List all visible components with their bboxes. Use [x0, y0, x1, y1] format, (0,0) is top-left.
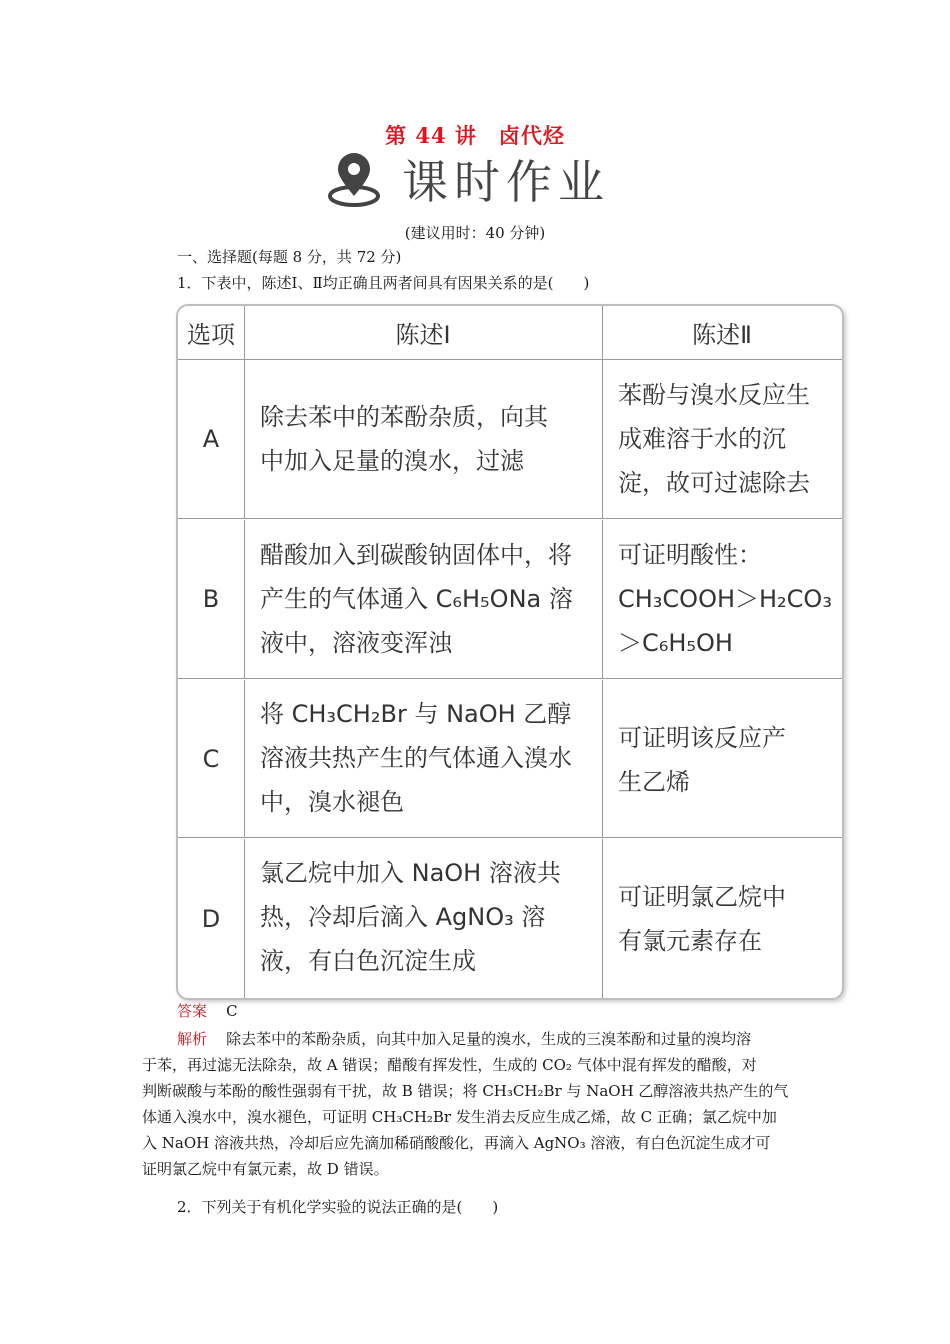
text-line: 产生的气体通入 C₆H₅ONa 溶	[260, 585, 573, 613]
text-line: 中，溴水褪色	[260, 788, 404, 816]
option-label: D	[178, 839, 245, 998]
text-line: 溶液共热产生的气体通入溴水	[260, 744, 572, 772]
text-line: 成难溶于水的沉	[618, 425, 786, 453]
question-1: 1．下表中，陈述Ⅰ、Ⅱ均正确且两者间具有因果关系的是( )	[177, 274, 590, 292]
analysis-line: 体通入溴水中，溴水褪色，可证明 CH₃CH₂Br 发生消去反应生成乙烯，故 C 正确；氯乙烷中加	[142, 1108, 777, 1126]
table-row	[178, 520, 842, 679]
text-line: 氯乙烷中加入 NaOH 溶液共	[260, 859, 561, 887]
analysis-line: 证明氯乙烷中有氯元素，故 D 错误。	[142, 1160, 389, 1178]
location-pin-icon	[326, 152, 382, 208]
header-statement-2: 陈述Ⅱ	[692, 321, 752, 349]
table-row	[178, 360, 842, 519]
statement-2-cell	[602, 680, 842, 837]
analysis-line: 入 NaOH 溶液共热，冷却后应先滴加稀硝酸酸化，再滴入 AgNO₃ 溶液，有白色沉淀生成才可	[142, 1134, 771, 1152]
text-line: ＞C₆H₅OH	[618, 629, 733, 657]
text-line: 热，冷却后滴入 AgNO₃ 溶	[260, 903, 546, 931]
header-option: 选项	[178, 306, 245, 359]
text-line: 可证明酸性：	[618, 541, 762, 569]
text-line: 有氯元素存在	[618, 927, 762, 955]
text-line: 可证明氯乙烷中	[618, 883, 786, 911]
header-statement-1: 陈述Ⅰ	[244, 306, 603, 359]
answer	[177, 1000, 238, 1021]
statement-1-cell	[244, 520, 603, 678]
analysis-first-line	[177, 1026, 751, 1052]
statement-2-cell	[602, 520, 842, 678]
statement-1-cell	[244, 839, 603, 998]
text-line: 除去苯中的苯酚杂质，向其	[260, 403, 548, 431]
answer-value: C	[226, 1002, 238, 1020]
option-label: A	[178, 360, 245, 518]
analysis-label: 解析	[177, 1030, 208, 1048]
table-row	[178, 839, 842, 998]
analysis-line: 除去苯中的苯酚杂质，向其中加入足量的溴水，生成的三溴苯酚和过量的溴均溶	[226, 1030, 752, 1048]
table-header-row	[178, 306, 842, 360]
analysis-line: 判断碳酸与苯酚的酸性强弱有干扰，故 B 错误；将 CH₃CH₂Br 与 NaOH 乙醇溶液共热产生的气	[142, 1082, 789, 1100]
text-line: 将 CH₃CH₂Br 与 NaOH 乙醇	[260, 700, 572, 728]
statement-2-cell	[602, 360, 842, 518]
text-line: 醋酸加入到碳酸钠固体中，将	[260, 541, 572, 569]
table-row	[178, 680, 842, 838]
answer-label: 答案	[177, 1002, 208, 1020]
question-2: 2．下列关于有机化学实验的说法正确的是( )	[177, 1198, 499, 1216]
option-label: C	[178, 680, 245, 837]
statement-1-cell	[244, 680, 603, 837]
statement-1-cell	[244, 360, 603, 518]
lesson-title: 第 44 讲 卤代烃	[385, 123, 565, 148]
text-line: CH₃COOH＞H₂CO₃	[618, 585, 832, 613]
text-line: 液中，溶液变浑浊	[260, 629, 452, 657]
text-line: 可证明该反应产	[618, 724, 786, 752]
banner	[326, 150, 622, 208]
text-line: 液，有白色沉淀生成	[260, 947, 476, 975]
option-label: B	[178, 520, 245, 678]
text-line: 生乙烯	[618, 768, 690, 796]
text-line: 淀，故可过滤除去	[618, 469, 810, 497]
text-line: 中加入足量的溴水，过滤	[260, 447, 524, 475]
text-line: 苯酚与溴水反应生	[618, 381, 810, 409]
analysis-line: 于苯，再过滤无法除杂，故 A 错误；醋酸有挥发性，生成的 CO₂ 气体中混有挥发的醋酸，对	[142, 1056, 757, 1074]
section-heading: 一、选择题(每题 8 分，共 72 分)	[177, 248, 402, 266]
time-note: (建议用时：40 分钟)	[404, 224, 546, 242]
banner-text: 课时作业	[402, 155, 610, 209]
statement-2-cell	[602, 839, 842, 998]
question-table	[176, 304, 844, 1000]
